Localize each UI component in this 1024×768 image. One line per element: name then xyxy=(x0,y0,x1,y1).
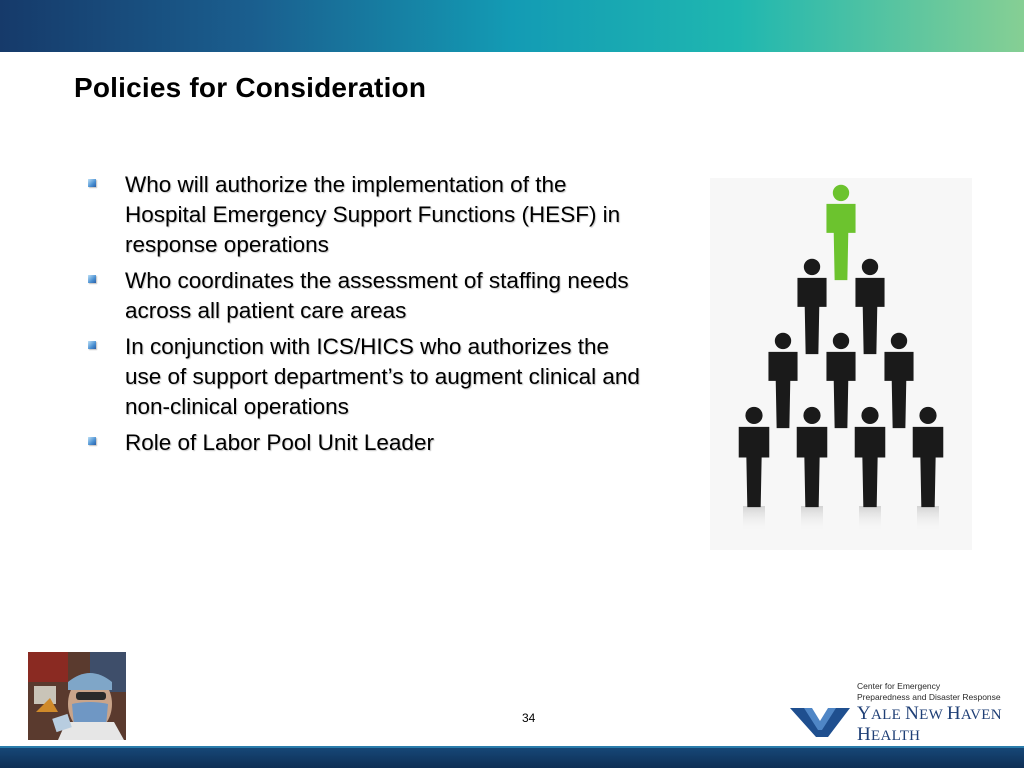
page-number: 34 xyxy=(522,711,536,725)
ynhh-chevron-icon xyxy=(790,704,852,738)
bullet-square-icon xyxy=(88,437,96,445)
bullet-text: Who will authorize the implementation of the Hospital Emergency Support Functions (HESF) in response operations xyxy=(125,172,621,257)
yale-new-haven-health-logo xyxy=(788,681,1003,745)
slide-title: Policies for Consideration xyxy=(74,72,427,103)
logo-center-text: Center for Emergency Preparedness and Disaster Response xyxy=(857,681,1001,702)
people-pyramid-image xyxy=(710,178,972,550)
bullet-text: Role of Labor Pool Unit Leader xyxy=(125,430,434,455)
bullet-item xyxy=(88,332,648,422)
bullet-square-icon xyxy=(88,275,96,283)
logo-name-text: YALE NEW HAVEN HEALTH xyxy=(857,703,1002,745)
bullet-text: In conjunction with ICS/HICS who authorizes the use of support department’s to augment clinical and non-clinical operations xyxy=(125,334,640,419)
bullet-square-icon xyxy=(88,341,96,349)
bullet-item xyxy=(88,266,648,326)
bullet-square-icon xyxy=(88,179,96,187)
footer-band xyxy=(0,746,1024,768)
bullet-item xyxy=(88,170,648,260)
header-gradient-band xyxy=(0,0,1024,52)
bullet-list xyxy=(88,170,648,464)
bullet-item xyxy=(88,428,648,458)
bullet-text: Who coordinates the assessment of staffing needs across all patient care areas xyxy=(125,268,629,323)
surgeon-photo xyxy=(28,652,126,740)
